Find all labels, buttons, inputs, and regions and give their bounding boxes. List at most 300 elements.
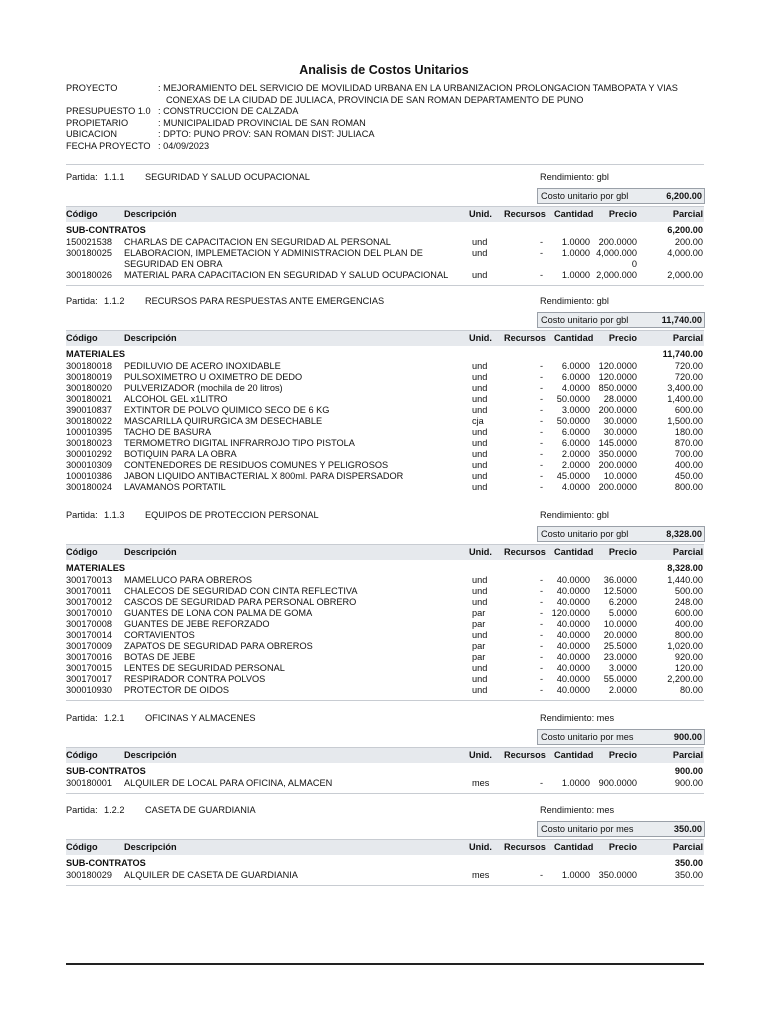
category-label: MATERIALES: [66, 563, 126, 573]
header-divider: [66, 164, 704, 165]
column-recursos: Recursos: [504, 547, 546, 557]
costo-value: 11,740.00: [661, 315, 702, 325]
item-recursos: -: [540, 383, 544, 393]
header-label: UBICACION: [66, 129, 118, 139]
item-precio: 200.0000: [598, 460, 637, 470]
column-unid: Unid.: [469, 547, 492, 557]
item-precio: 12.5000: [603, 586, 637, 596]
table-header: [66, 206, 704, 222]
item-code: 390010837: [66, 405, 112, 415]
costo-unitario-box: [537, 729, 705, 745]
item-parcial: 1,400.00: [667, 394, 703, 404]
header-value: : 04/09/2023: [158, 140, 210, 151]
column-parcial: Parcial: [672, 333, 703, 343]
item-parcial: 600.00: [674, 405, 703, 415]
item-parcial: 500.00: [674, 586, 703, 596]
item-unit: und: [472, 471, 488, 481]
item-precio: 55.0000: [603, 674, 637, 684]
item-description: RESPIRADOR CONTRA POLVOS: [124, 674, 266, 684]
category-total: 900.00: [674, 766, 703, 776]
item-code: 300170015: [66, 663, 112, 673]
item-unit: cja: [472, 416, 484, 426]
item-unit: und: [472, 482, 488, 492]
column-codigo: Código: [66, 750, 98, 760]
partida-name: EQUIPOS DE PROTECCION PERSONAL: [145, 510, 319, 520]
item-parcial: 248.00: [674, 597, 703, 607]
item-precio: 30.0000: [603, 427, 637, 437]
item-precio: 145.0000: [598, 438, 637, 448]
item-code: 300180019: [66, 372, 112, 382]
column-descripcion: Descripción: [124, 842, 177, 852]
item-description: BOTAS DE JEBE: [124, 652, 196, 662]
item-recursos: -: [540, 663, 544, 673]
item-code: 300170010: [66, 608, 112, 618]
column-recursos: Recursos: [504, 333, 546, 343]
item-parcial: 1,500.00: [667, 416, 703, 426]
column-recursos: Recursos: [504, 750, 546, 760]
item-cantidad: 40.0000: [556, 685, 590, 695]
column-codigo: Código: [66, 547, 98, 557]
item-code: 300180021: [66, 394, 112, 404]
item-recursos: -: [540, 619, 544, 629]
category-total: 8,328.00: [667, 563, 703, 573]
item-recursos: -: [540, 270, 544, 280]
costo-value: 8,328.00: [666, 529, 702, 539]
category-label: SUB-CONTRATOS: [66, 766, 146, 776]
item-cantidad: 1.0000: [561, 248, 590, 258]
item-cantidad: 1.0000: [561, 270, 590, 280]
item-code: 300170008: [66, 619, 112, 629]
header-value: : MUNICIPALIDAD PROVINCIAL DE SAN ROMAN: [158, 117, 366, 128]
column-unid: Unid.: [469, 842, 492, 852]
partida-name: OFICINAS Y ALMACENES: [145, 713, 256, 723]
item-description: MATERIAL PARA CAPACITACION EN SEGURIDAD Y SALUD OCUPACIONAL: [124, 270, 449, 280]
column-parcial: Parcial: [672, 750, 703, 760]
item-description: TERMOMETRO DIGITAL INFRARROJO TIPO PISTOLA: [124, 438, 355, 448]
item-precio-cont: 0: [631, 259, 637, 269]
item-recursos: -: [540, 482, 544, 492]
item-description: GUANTES DE JEBE REFORZADO: [124, 619, 270, 629]
item-recursos: -: [540, 449, 544, 459]
item-code: 300180018: [66, 361, 112, 371]
item-cantidad: 40.0000: [556, 652, 590, 662]
page-title: Analisis de Costos Unitarios: [299, 63, 469, 77]
item-precio: 120.0000: [598, 361, 637, 371]
item-parcial: 200.00: [674, 237, 703, 247]
column-codigo: Código: [66, 209, 98, 219]
partida-label: Partida:: [66, 510, 98, 520]
item-unit: und: [472, 405, 488, 415]
item-recursos: -: [540, 427, 544, 437]
item-cantidad: 40.0000: [556, 674, 590, 684]
column-cantidad: Cantidad: [554, 209, 594, 219]
item-precio: 2,000.000: [596, 270, 637, 280]
item-description: PEDILUVIO DE ACERO INOXIDABLE: [124, 361, 281, 371]
item-parcial: 800.00: [674, 630, 703, 640]
column-precio: Precio: [608, 842, 637, 852]
item-description: ALQUILER DE CASETA DE GUARDIANIA: [124, 870, 298, 880]
footer-rule: [66, 963, 704, 965]
item-code: 300180022: [66, 416, 112, 426]
item-unit: und: [472, 427, 488, 437]
item-cantidad: 40.0000: [556, 597, 590, 607]
column-cantidad: Cantidad: [554, 750, 594, 760]
item-code: 300170017: [66, 674, 112, 684]
item-parcial: 450.00: [674, 471, 703, 481]
costo-unitario-box: [537, 188, 705, 204]
column-descripcion: Descripción: [124, 209, 177, 219]
partida-label: Partida:: [66, 805, 98, 815]
column-parcial: Parcial: [672, 547, 703, 557]
header-label: PROYECTO: [66, 83, 118, 93]
column-precio: Precio: [608, 750, 637, 760]
partida-name: RECURSOS PARA RESPUESTAS ANTE EMERGENCIAS: [145, 296, 385, 306]
item-cantidad: 4.0000: [561, 482, 590, 492]
item-description: ELABORACION, IMPLEMETACION Y ADMINISTRACION DEL PLAN DE: [124, 248, 423, 258]
item-cantidad: 120.0000: [551, 608, 590, 618]
item-parcial: 350.00: [674, 870, 703, 880]
item-parcial: 920.00: [674, 652, 703, 662]
item-unit: par: [472, 652, 486, 662]
item-unit: und: [472, 394, 488, 404]
partida-code: 1.1.1: [104, 172, 125, 182]
item-parcial: 2,200.00: [667, 674, 703, 684]
item-recursos: -: [540, 237, 544, 247]
costo-unitario-box: [537, 821, 705, 837]
item-description: CORTAVIENTOS: [124, 630, 195, 640]
item-parcial: 3,400.00: [667, 383, 703, 393]
item-cantidad: 1.0000: [561, 870, 590, 880]
item-parcial: 4,000.00: [667, 248, 703, 258]
costo-label: Costo unitario por mes: [541, 824, 634, 834]
item-cantidad: 50.0000: [556, 416, 590, 426]
item-precio: 200.0000: [598, 482, 637, 492]
item-description: PULVERIZADOR (mochila de 20 litros): [124, 383, 283, 393]
item-code: 300180024: [66, 482, 112, 492]
column-descripcion: Descripción: [124, 547, 177, 557]
item-code: 300170014: [66, 630, 112, 640]
item-code: 300180025: [66, 248, 112, 258]
column-codigo: Código: [66, 333, 98, 343]
header-value: : CONSTRUCCION DE CALZADA: [158, 106, 299, 116]
column-recursos: Recursos: [504, 842, 546, 852]
item-precio: 25.5000: [603, 641, 637, 651]
item-description: GUANTES DE LONA CON PALMA DE GOMA: [124, 608, 313, 618]
item-code: 300180029: [66, 870, 112, 880]
item-precio: 200.0000: [598, 405, 637, 415]
item-recursos: -: [540, 405, 544, 415]
item-parcial: 900.00: [674, 778, 703, 788]
partida-name: SEGURIDAD Y SALUD OCUPACIONAL: [145, 172, 310, 182]
costo-label: Costo unitario por mes: [541, 732, 634, 742]
category-label: SUB-CONTRATOS: [66, 858, 146, 868]
item-description: CASCOS DE SEGURIDAD PARA PERSONAL OBRERO: [124, 597, 357, 607]
rendimiento: Rendimiento: mes: [540, 805, 615, 815]
item-code: 300010309: [66, 460, 112, 470]
item-precio: 10.0000: [603, 471, 637, 481]
item-code: 300180026: [66, 270, 112, 280]
item-recursos: -: [540, 870, 544, 880]
item-precio: 6.2000: [608, 597, 637, 607]
rendimiento: Rendimiento: gbl: [540, 296, 609, 306]
category-label: SUB-CONTRATOS: [66, 225, 146, 235]
item-recursos: -: [540, 597, 544, 607]
item-recursos: -: [540, 460, 544, 470]
item-recursos: -: [540, 248, 544, 258]
partida-label: Partida:: [66, 172, 98, 182]
item-precio: 2.0000: [608, 685, 637, 695]
item-unit: und: [472, 674, 488, 684]
item-description: CONTENEDORES DE RESIDUOS COMUNES Y PELIGROSOS: [124, 460, 389, 470]
item-code: 300170012: [66, 597, 112, 607]
item-description: JABON LIQUIDO ANTIBACTERIAL X 800ml. PARA DISPERSADOR: [124, 471, 404, 481]
item-precio: 30.0000: [603, 416, 637, 426]
item-precio: 4,000.000: [596, 248, 637, 258]
item-unit: und: [472, 361, 488, 371]
item-description: LENTES DE SEGURIDAD PERSONAL: [124, 663, 285, 673]
item-code: 100010386: [66, 471, 112, 481]
partida-label: Partida:: [66, 713, 98, 723]
item-recursos: -: [540, 394, 544, 404]
item-unit: und: [472, 270, 488, 280]
item-description: TACHO DE BASURA: [124, 427, 212, 437]
item-recursos: -: [540, 575, 544, 585]
item-unit: par: [472, 619, 486, 629]
item-cantidad: 40.0000: [556, 619, 590, 629]
partida-code: 1.1.3: [104, 510, 125, 520]
partida-code: 1.2.2: [104, 805, 125, 815]
item-unit: und: [472, 685, 488, 695]
item-description: MAMELUCO PARA OBREROS: [124, 575, 252, 585]
item-description: MASCARILLA QUIRURGICA 3M DESECHABLE: [124, 416, 323, 426]
section-divider: [66, 793, 704, 794]
column-recursos: Recursos: [504, 209, 546, 219]
item-parcial: 720.00: [674, 361, 703, 371]
partida-name: CASETA DE GUARDIANIA: [145, 805, 256, 815]
rendimiento: Rendimiento: gbl: [540, 510, 609, 520]
item-recursos: -: [540, 778, 544, 788]
costo-value: 900.00: [673, 732, 702, 742]
costo-label: Costo unitario por gbl: [541, 191, 629, 201]
item-code: 300180001: [66, 778, 112, 788]
column-parcial: Parcial: [672, 209, 703, 219]
costo-value: 350.00: [673, 824, 702, 834]
item-unit: und: [472, 460, 488, 470]
item-unit: par: [472, 641, 486, 651]
item-parcial: 180.00: [674, 427, 703, 437]
column-codigo: Código: [66, 842, 98, 852]
item-parcial: 2,000.00: [667, 270, 703, 280]
section-divider: [66, 700, 704, 701]
item-unit: und: [472, 597, 488, 607]
column-unid: Unid.: [469, 333, 492, 343]
item-description: LAVAMANOS PORTATIL: [124, 482, 226, 492]
item-description: PULSOXIMETRO U OXIMETRO DE DEDO: [124, 372, 303, 382]
costo-unitario-box: [537, 526, 705, 542]
category-label: MATERIALES: [66, 349, 126, 359]
item-parcial: 1,020.00: [667, 641, 703, 651]
item-unit: und: [472, 630, 488, 640]
item-cantidad: 4.0000: [561, 383, 590, 393]
item-code: 300180023: [66, 438, 112, 448]
item-description: CHALECOS DE SEGURIDAD CON CINTA REFLECTIVA: [124, 586, 358, 596]
item-precio: 350.0000: [598, 449, 637, 459]
table-header: [66, 839, 704, 855]
item-parcial: 720.00: [674, 372, 703, 382]
item-code: 150021538: [66, 237, 112, 247]
header-value: : DPTO: PUNO PROV: SAN ROMAN DIST: JULIACA: [158, 129, 375, 139]
item-recursos: -: [540, 471, 544, 481]
item-cantidad: 6.0000: [561, 361, 590, 371]
item-precio: 10.0000: [603, 619, 637, 629]
column-precio: Precio: [608, 333, 637, 343]
item-parcial: 800.00: [674, 482, 703, 492]
column-descripcion: Descripción: [124, 333, 177, 343]
item-description: ALCOHOL GEL x1LITRO: [124, 394, 228, 404]
item-cantidad: 40.0000: [556, 586, 590, 596]
column-unid: Unid.: [469, 209, 492, 219]
item-precio: 5.0000: [608, 608, 637, 618]
partida-code: 1.1.2: [104, 296, 125, 306]
item-precio: 900.0000: [598, 778, 637, 788]
item-unit: und: [472, 372, 488, 382]
item-precio: 23.0000: [603, 652, 637, 662]
item-code: 300170016: [66, 652, 112, 662]
item-description: ZAPATOS DE SEGURIDAD PARA OBREROS: [124, 641, 313, 651]
item-code: 100010395: [66, 427, 112, 437]
item-cantidad: 3.0000: [561, 405, 590, 415]
item-cantidad: 40.0000: [556, 663, 590, 673]
item-description: ALQUILER DE LOCAL PARA OFICINA, ALMACEN: [124, 778, 333, 788]
item-cantidad: 1.0000: [561, 237, 590, 247]
column-cantidad: Cantidad: [554, 842, 594, 852]
item-cantidad: 1.0000: [561, 778, 590, 788]
header-label: PRESUPUESTO 1.0: [66, 106, 151, 116]
item-recursos: -: [540, 652, 544, 662]
partida-code: 1.2.1: [104, 713, 125, 723]
item-parcial: 400.00: [674, 460, 703, 470]
item-parcial: 400.00: [674, 619, 703, 629]
item-parcial: 700.00: [674, 449, 703, 459]
item-unit: par: [472, 608, 486, 618]
item-cantidad: 40.0000: [556, 641, 590, 651]
section-divider: [66, 285, 704, 286]
item-unit: und: [472, 248, 488, 258]
item-code: 300010292: [66, 449, 112, 459]
item-recursos: -: [540, 630, 544, 640]
column-precio: Precio: [608, 209, 637, 219]
item-recursos: -: [540, 685, 544, 695]
item-precio: 20.0000: [603, 630, 637, 640]
item-parcial: 600.00: [674, 608, 703, 618]
item-code: 300170013: [66, 575, 112, 585]
item-unit: und: [472, 237, 488, 247]
item-precio: 200.0000: [598, 237, 637, 247]
category-total: 11,740.00: [662, 349, 703, 359]
table-header: [66, 330, 704, 346]
header-label: PROPIETARIO: [66, 117, 129, 128]
item-precio: 3.0000: [608, 663, 637, 673]
item-code: 300170011: [66, 586, 112, 596]
item-cantidad: 50.0000: [556, 394, 590, 404]
item-recursos: -: [540, 641, 544, 651]
item-description: EXTINTOR DE POLVO QUIMICO SECO DE 6 KG: [124, 405, 330, 415]
item-recursos: -: [540, 674, 544, 684]
item-recursos: -: [540, 586, 544, 596]
item-cantidad: 40.0000: [556, 575, 590, 585]
column-cantidad: Cantidad: [554, 333, 594, 343]
partida-label: Partida:: [66, 296, 98, 306]
category-total: 6,200.00: [667, 225, 703, 235]
header-value-cont: CONEXAS DE LA CIUDAD DE JULIACA, PROVINCIA DE SAN ROMAN DEPARTAMENTO DE PUNO: [166, 94, 584, 105]
table-header: [66, 544, 704, 560]
column-precio: Precio: [608, 547, 637, 557]
item-cantidad: 2.0000: [561, 460, 590, 470]
item-unit: und: [472, 383, 488, 393]
item-cantidad: 6.0000: [561, 372, 590, 382]
rendimiento: Rendimiento: mes: [540, 713, 615, 723]
item-unit: mes: [472, 870, 490, 880]
item-code: 300010930: [66, 685, 112, 695]
costo-value: 6,200.00: [666, 191, 702, 201]
column-parcial: Parcial: [672, 842, 703, 852]
column-unid: Unid.: [469, 750, 492, 760]
item-cantidad: 2.0000: [561, 449, 590, 459]
item-description: CHARLAS DE CAPACITACION EN SEGURIDAD AL PERSONAL: [124, 237, 391, 247]
item-parcial: 80.00: [680, 685, 703, 695]
item-cantidad: 6.0000: [561, 427, 590, 437]
column-cantidad: Cantidad: [554, 547, 594, 557]
category-total: 350.00: [674, 858, 703, 868]
item-unit: und: [472, 663, 488, 673]
item-recursos: -: [540, 361, 544, 371]
item-unit: und: [472, 586, 488, 596]
section-divider: [66, 885, 704, 886]
item-precio: 36.0000: [603, 575, 637, 585]
item-recursos: -: [540, 608, 544, 618]
header-label: FECHA PROYECTO: [66, 140, 151, 151]
column-descripcion: Descripción: [124, 750, 177, 760]
item-recursos: -: [540, 416, 544, 426]
header-value: : MEJORAMIENTO DEL SERVICIO DE MOVILIDAD URBANA EN LA URBANIZACION PROLONGACION TAMBOPATA Y VIAS: [158, 83, 678, 93]
item-precio: 120.0000: [598, 372, 637, 382]
item-cantidad: 40.0000: [556, 630, 590, 640]
item-parcial: 870.00: [674, 438, 703, 448]
rendimiento: Rendimiento: gbl: [540, 172, 609, 182]
costo-unitario-box: [537, 312, 705, 328]
item-precio: 28.0000: [603, 394, 637, 404]
item-cantidad: 6.0000: [561, 438, 590, 448]
item-code: 300180020: [66, 383, 112, 393]
item-description: BOTIQUIN PARA LA OBRA: [124, 449, 237, 459]
item-parcial: 120.00: [674, 663, 703, 673]
item-unit: und: [472, 449, 488, 459]
costo-label: Costo unitario por gbl: [541, 529, 629, 539]
item-recursos: -: [540, 372, 544, 382]
item-precio: 850.0000: [598, 383, 637, 393]
item-description: PROTECTOR DE OIDOS: [124, 685, 229, 695]
item-unit: und: [472, 438, 488, 448]
item-cantidad: 45.0000: [556, 471, 590, 481]
item-code: 300170009: [66, 641, 112, 651]
item-precio: 350.0000: [598, 870, 637, 880]
table-header: [66, 747, 704, 763]
item-description-cont: SEGURIDAD EN OBRA: [124, 259, 223, 269]
item-unit: und: [472, 575, 488, 585]
item-recursos: -: [540, 438, 544, 448]
costo-label: Costo unitario por gbl: [541, 315, 629, 325]
item-parcial: 1,440.00: [667, 575, 703, 585]
